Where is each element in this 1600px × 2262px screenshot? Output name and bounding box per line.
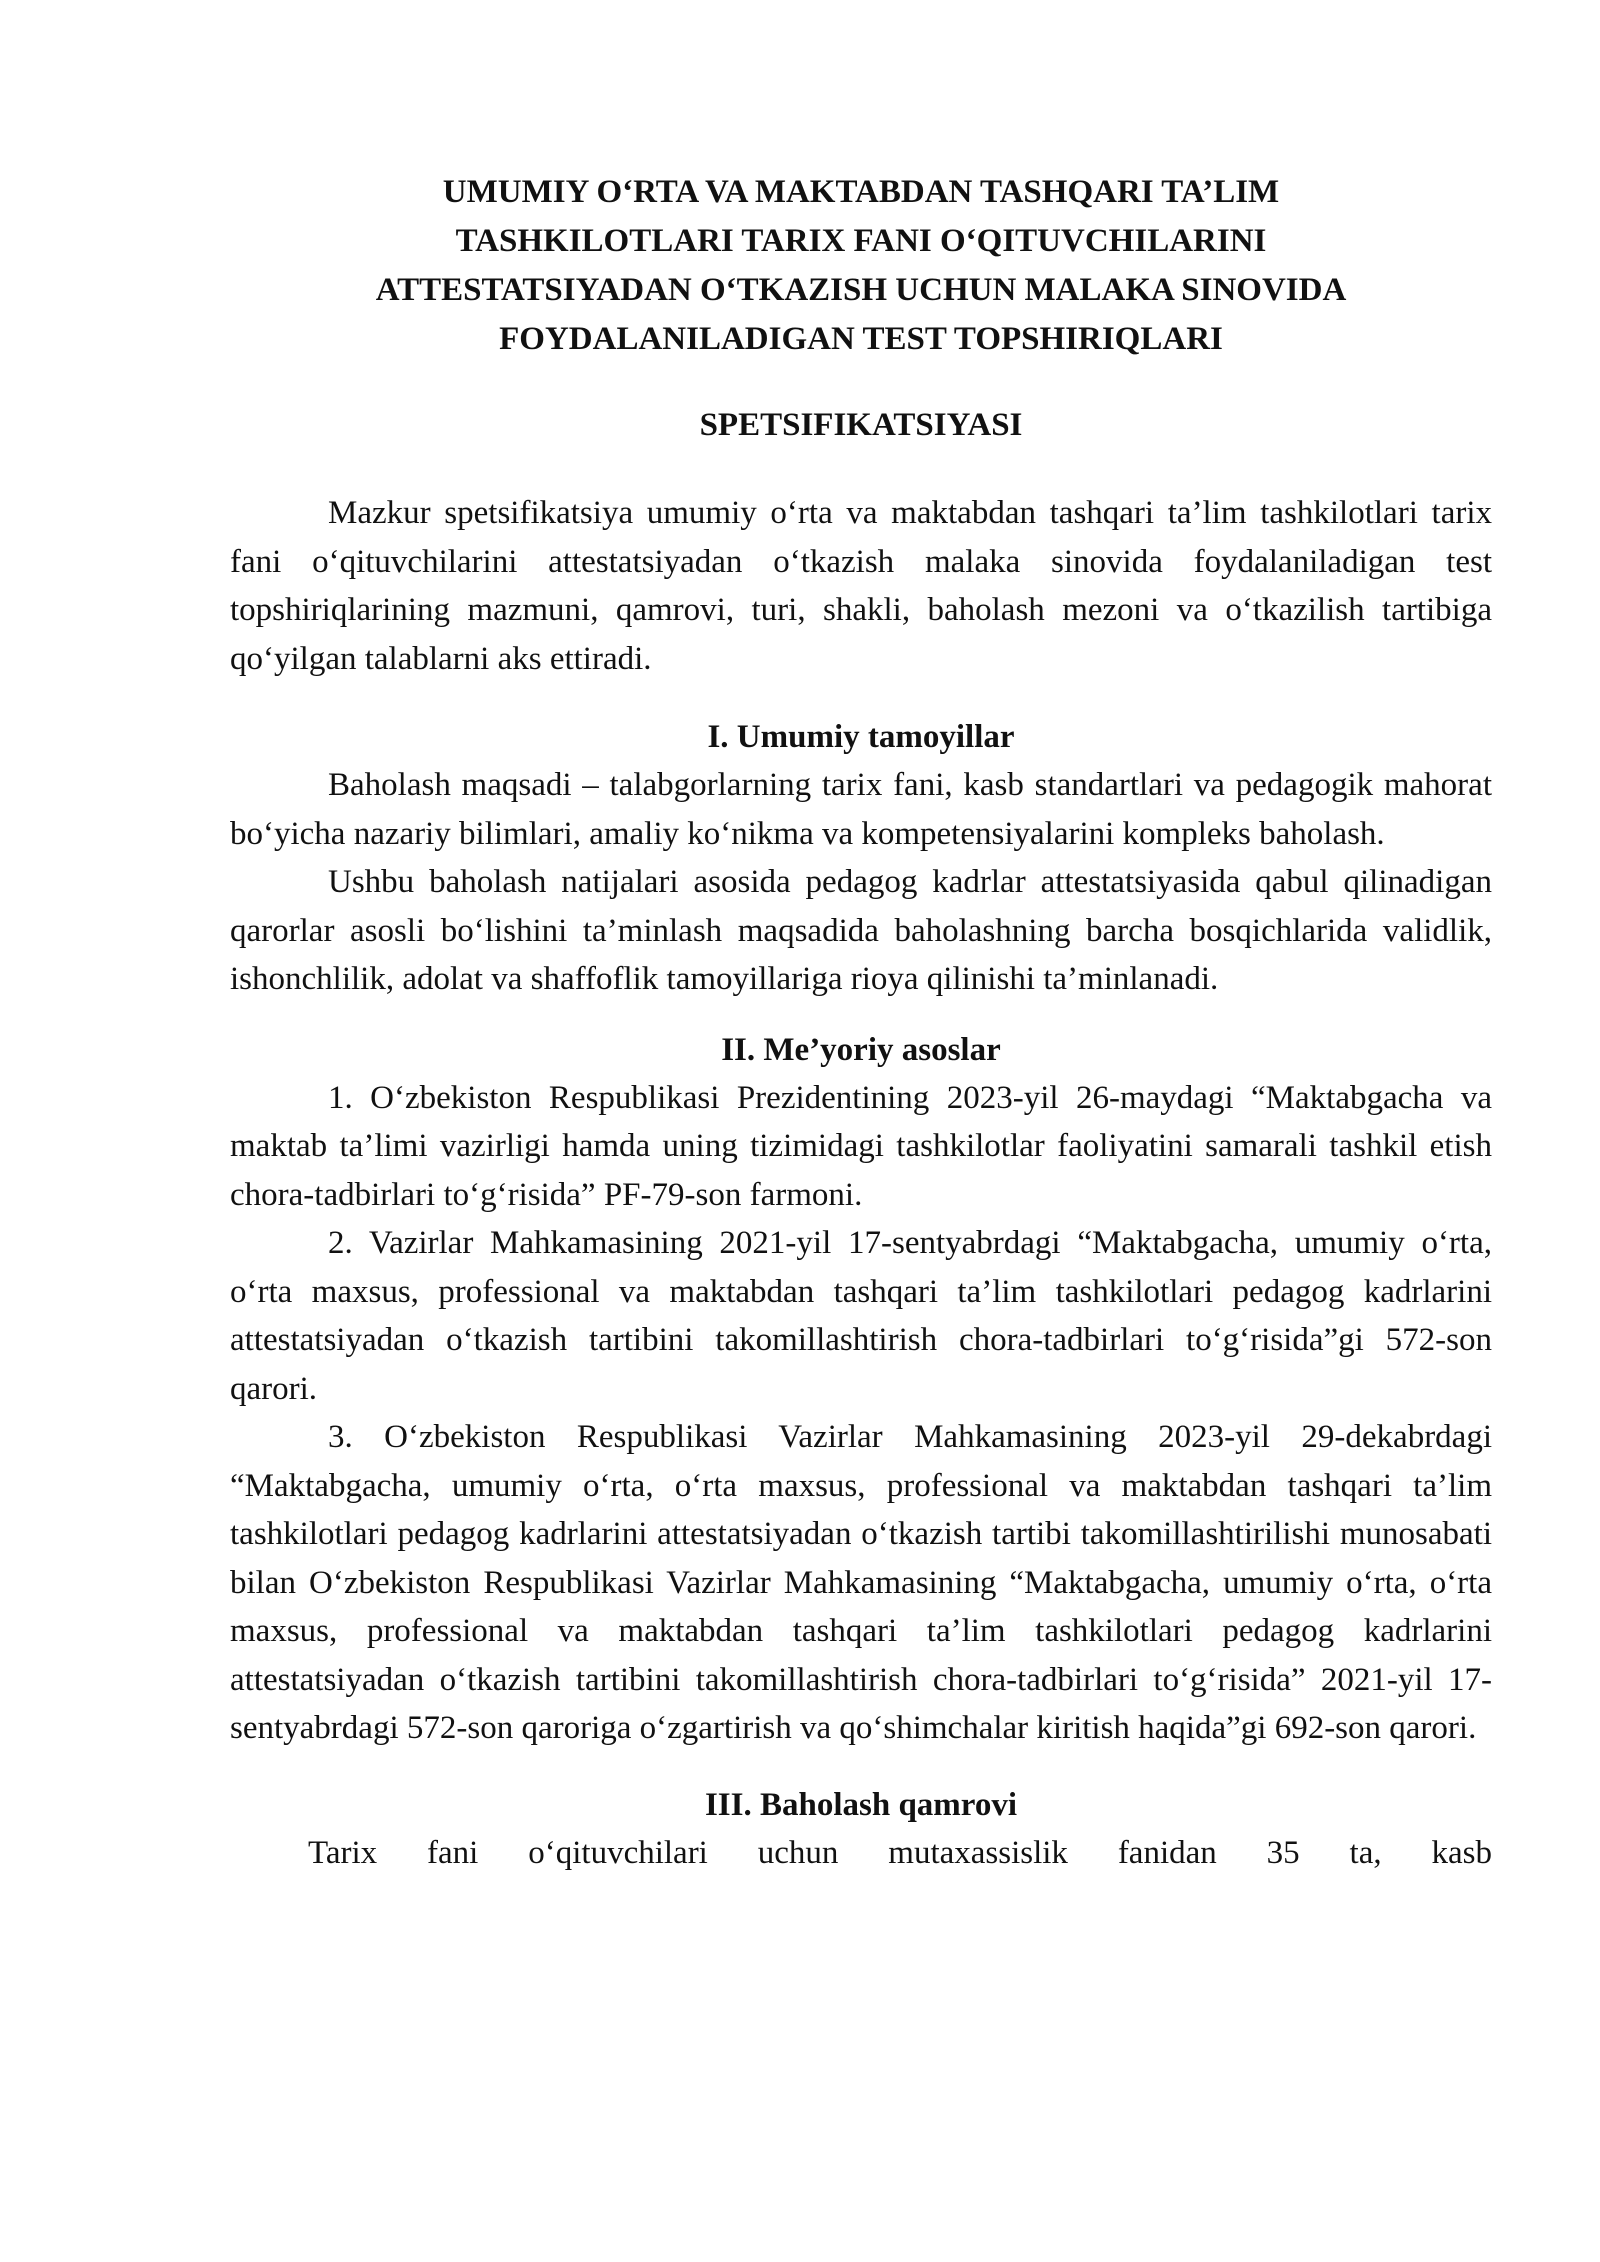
- intro-paragraph: Mazkur spetsifikatsiya umumiy o‘rta va maktabdan tashqari ta’lim tashkilotlari tarix fani o‘qituvchilarini attestatsiyadan o‘tkazish malaka sinovida foydalaniladigan test topshiriqlarining mazmuni, qamrovi, turi, shakli, baholash mezoni va o‘tkazilish tartibiga qo‘yilgan talablarni aks ettiradi.: [230, 495, 1492, 677]
- document-title: [230, 168, 1492, 364]
- legal-item: 2. Vazirlar Mahkamasining 2021-yil 17-sentyabrdagi “Maktabgacha, umumiy o‘rta, o‘rta maxsus, professional va maktabdan tashqari ta’lim tashkilotlari pedagog kadrlarini attestatsiyadan o‘tkazish tartibini takomillashtirish chora-tadbirlari to‘g‘risida”gi 572-son qarori.: [230, 1225, 1492, 1407]
- title-line: FOYDALANILADIGAN TEST TOPSHIRIQLARI: [499, 321, 1223, 357]
- title-line: UMUMIY O‘RTA VA MAKTABDAN TASHQARI TA’LIM: [442, 174, 1280, 210]
- title-line: TASHKILOTLARI TARIX FANI O‘QITUVCHILARINI: [455, 223, 1267, 259]
- title-line: ATTESTATSIYADAN O‘TKAZISH UCHUN MALAKA SINOVIDA: [375, 272, 1347, 308]
- body-paragraph: Ushbu baholash natijalari asosida pedagog kadrlar attestatsiyasida qabul qilinadigan qarorlar asosli bo‘lishini ta’minlash maqsadida baholashning barcha bosqichlarida validlik, ishonchlilik, adolat va shaffoflik tamoyillariga rioya qilinishi ta’minlanadi.: [230, 864, 1492, 997]
- section-heading-principles: I. Umumiy tamoyillar: [707, 719, 1015, 755]
- legal-item: 3. O‘zbekiston Respublikasi Vazirlar Mahkamasining 2023-yil 29-dekabrdagi “Maktabgacha, umumiy o‘rta, o‘rta maxsus, professional va maktabdan tashqari ta’lim tashkilotlari pedagog kadrlarini attestatsiyadan o‘tkazish tartibi takomillashtirilishi munosabati bilan O‘zbekiston Respublikasi Vazirlar Mahkamasining “Maktabgacha, umumiy o‘rta, o‘rta maxsus, professional va maktabdan tashqari ta’lim tashkilotlari pedagog kadrlarini attestatsiyadan o‘tkazish tartibini takomillashtirish chora-tadbirlari to‘g‘risida” 2021-yil 17-sentyabrdagi 572-son qaroriga o‘zgartirish va qo‘shimchalar kiritish haqida”gi 692-son qarori.: [230, 1419, 1492, 1746]
- legal-item: 1. O‘zbekiston Respublikasi Prezidentining 2023-yil 26-maydagi “Maktabgacha va maktab ta’limi vazirligi hamda uning tizimidagi tashkilotlar faoliyatini samarali tashkil etish chora-tadbirlari to‘g‘risida” PF-79-son farmoni.: [230, 1079, 1492, 1213]
- body-paragraph: Tarix fani o‘qituvchilari uchun mutaxassislik fanidan 35 ta, kasb: [308, 1834, 1492, 1871]
- section-heading-legal-basis: II. Me’yoriy asoslar: [721, 1031, 1001, 1068]
- body-paragraph: Baholash maqsadi – talabgorlarning tarix fani, kasb standartlari va pedagogik mahorat bo‘yicha nazariy bilimlari, amaliy ko‘nikma va kompetensiyalarini kompleks baholash.: [230, 767, 1492, 852]
- document-subtitle: SPETSIFIKATSIYASI: [699, 407, 1023, 443]
- section-heading-scope: III. Baholash qamrovi: [704, 1786, 1018, 1823]
- document-page: [230, 168, 1492, 1877]
